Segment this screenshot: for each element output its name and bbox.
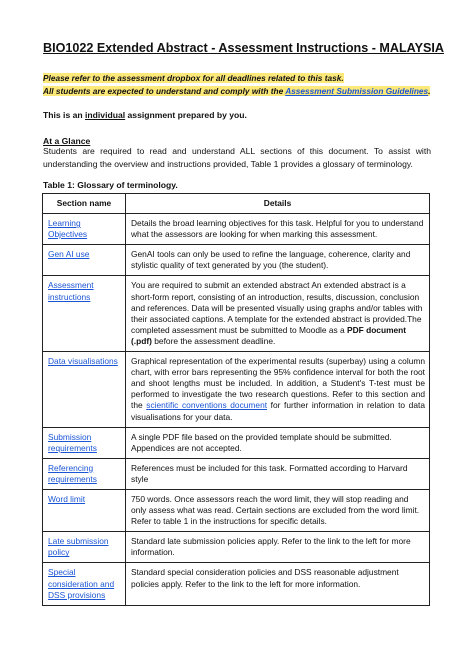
details-cell: GenAI tools can only be used to refine the language, coherence, clarity and stylistic quality of text generated by you (the student). — [126, 245, 430, 276]
table-row — [43, 214, 430, 245]
table-row — [43, 489, 430, 531]
details-cell: References must be included for this task. Formatted according to Harvard style — [126, 458, 430, 489]
glance-heading: At a Glance — [43, 136, 91, 146]
table-header-row — [43, 194, 430, 214]
header-details: Details — [126, 194, 430, 214]
term-word-limit-link[interactable]: Word limit — [48, 493, 86, 504]
table-row — [43, 276, 430, 352]
notice-line-2-text: All students are expected to understand and comply with the — [43, 86, 286, 96]
individual-suffix: assignment prepared by you. — [125, 110, 247, 120]
term-assessment-instructions-link[interactable]: Assessment instructions — [48, 280, 94, 302]
details-cell: Standard special consideration policies and DSS reasonable adjustment policies apply. Refer to the link to the left for more information. — [126, 563, 430, 605]
header-section-name: Section name — [43, 194, 126, 214]
details-cell — [126, 276, 430, 352]
term-learning-objectives-link[interactable]: Learning Objectives — [48, 218, 88, 240]
details-text-3: for further information in relation to data visualisations for your data. — [131, 400, 425, 422]
table-row — [43, 352, 430, 428]
table-row — [43, 458, 430, 489]
glance-paragraph: Students are required to read and understand ALL sections of this document. To assist with understanding the overview and instructions provided, Table 1 provides a glossary of terminology. — [43, 146, 431, 169]
table-row — [43, 532, 430, 563]
table-row — [43, 563, 430, 605]
notice-line-1: Please refer to the assessment dropbox for all deadlines related to this task. — [43, 73, 344, 83]
table-row — [43, 245, 430, 276]
deadline-notice — [43, 72, 430, 98]
term-late-submission-link[interactable]: Late submission policy — [48, 536, 109, 558]
details-cell: Details the broad learning objectives for this task. Helpful for you to understand what the assessors are looking for when marking this assessment. — [126, 214, 430, 245]
page-title: BIO1022 Extended Abstract - Assessment Instructions - MALAYSIA — [43, 41, 445, 55]
details-text-end: before the assessment deadline. — [151, 335, 276, 346]
table-row — [43, 427, 430, 458]
guidelines-link[interactable]: Assessment Submission Guidelines — [285, 86, 429, 96]
term-gen-ai-link[interactable]: Gen AI use — [48, 249, 90, 260]
notice-line-2 — [43, 86, 430, 96]
term-data-visualisations-link[interactable]: Data visualisations — [48, 356, 118, 367]
details-cell — [126, 352, 430, 428]
details-cell: A single PDF file based on the provided template should be submitted. Appendices are not accepted. — [126, 427, 430, 458]
table-caption: Table 1: Glossary of terminology. — [43, 180, 178, 190]
details-text: You are required to submit an extended abstract An extended abstract is a short-form report, consisting of an introduction, results, discussion, conclusion and references. Data will be presented visually using graphs and/or tables with their associated captions. A template for the extended abstract is provided.The completed assessment must be submitted to Moodle as a — [131, 280, 423, 335]
scientific-conventions-link[interactable]: scientific conventions document — [146, 400, 268, 411]
details-text-2: Refer to this section and the — [131, 389, 426, 411]
glossary-table — [42, 193, 430, 606]
details-cell: 750 words. Once assessors reach the word limit, they will stop reading and only assess what was read. Certain sections are excluded from the word limit. Refer to table 1 in the instructions for specific details. — [126, 489, 430, 531]
pdf-document-emphasis: PDF document (.pdf) — [131, 324, 407, 346]
details-cell: Standard late submission policies apply. Refer to the link to the left for more information. — [126, 532, 430, 563]
individual-statement — [43, 110, 247, 120]
notice-line-2-end: . — [428, 86, 431, 96]
individual-prefix: This is an — [43, 110, 86, 120]
individual-word: individual — [85, 110, 126, 120]
term-special-consideration-link[interactable]: Special consideration and DSS provisions — [48, 567, 115, 600]
term-submission-requirements-link[interactable]: Submission requirements — [48, 431, 97, 453]
details-text: Graphical representation of the experimental results (superbay) using a column chart, with error bars representing the 95% confidence interval for both the root and shoot lengths must be included. In addition, a Student's T-test must be performed to investigate the two research questions. — [131, 356, 425, 400]
term-referencing-requirements-link[interactable]: Referencing requirements — [48, 462, 97, 484]
